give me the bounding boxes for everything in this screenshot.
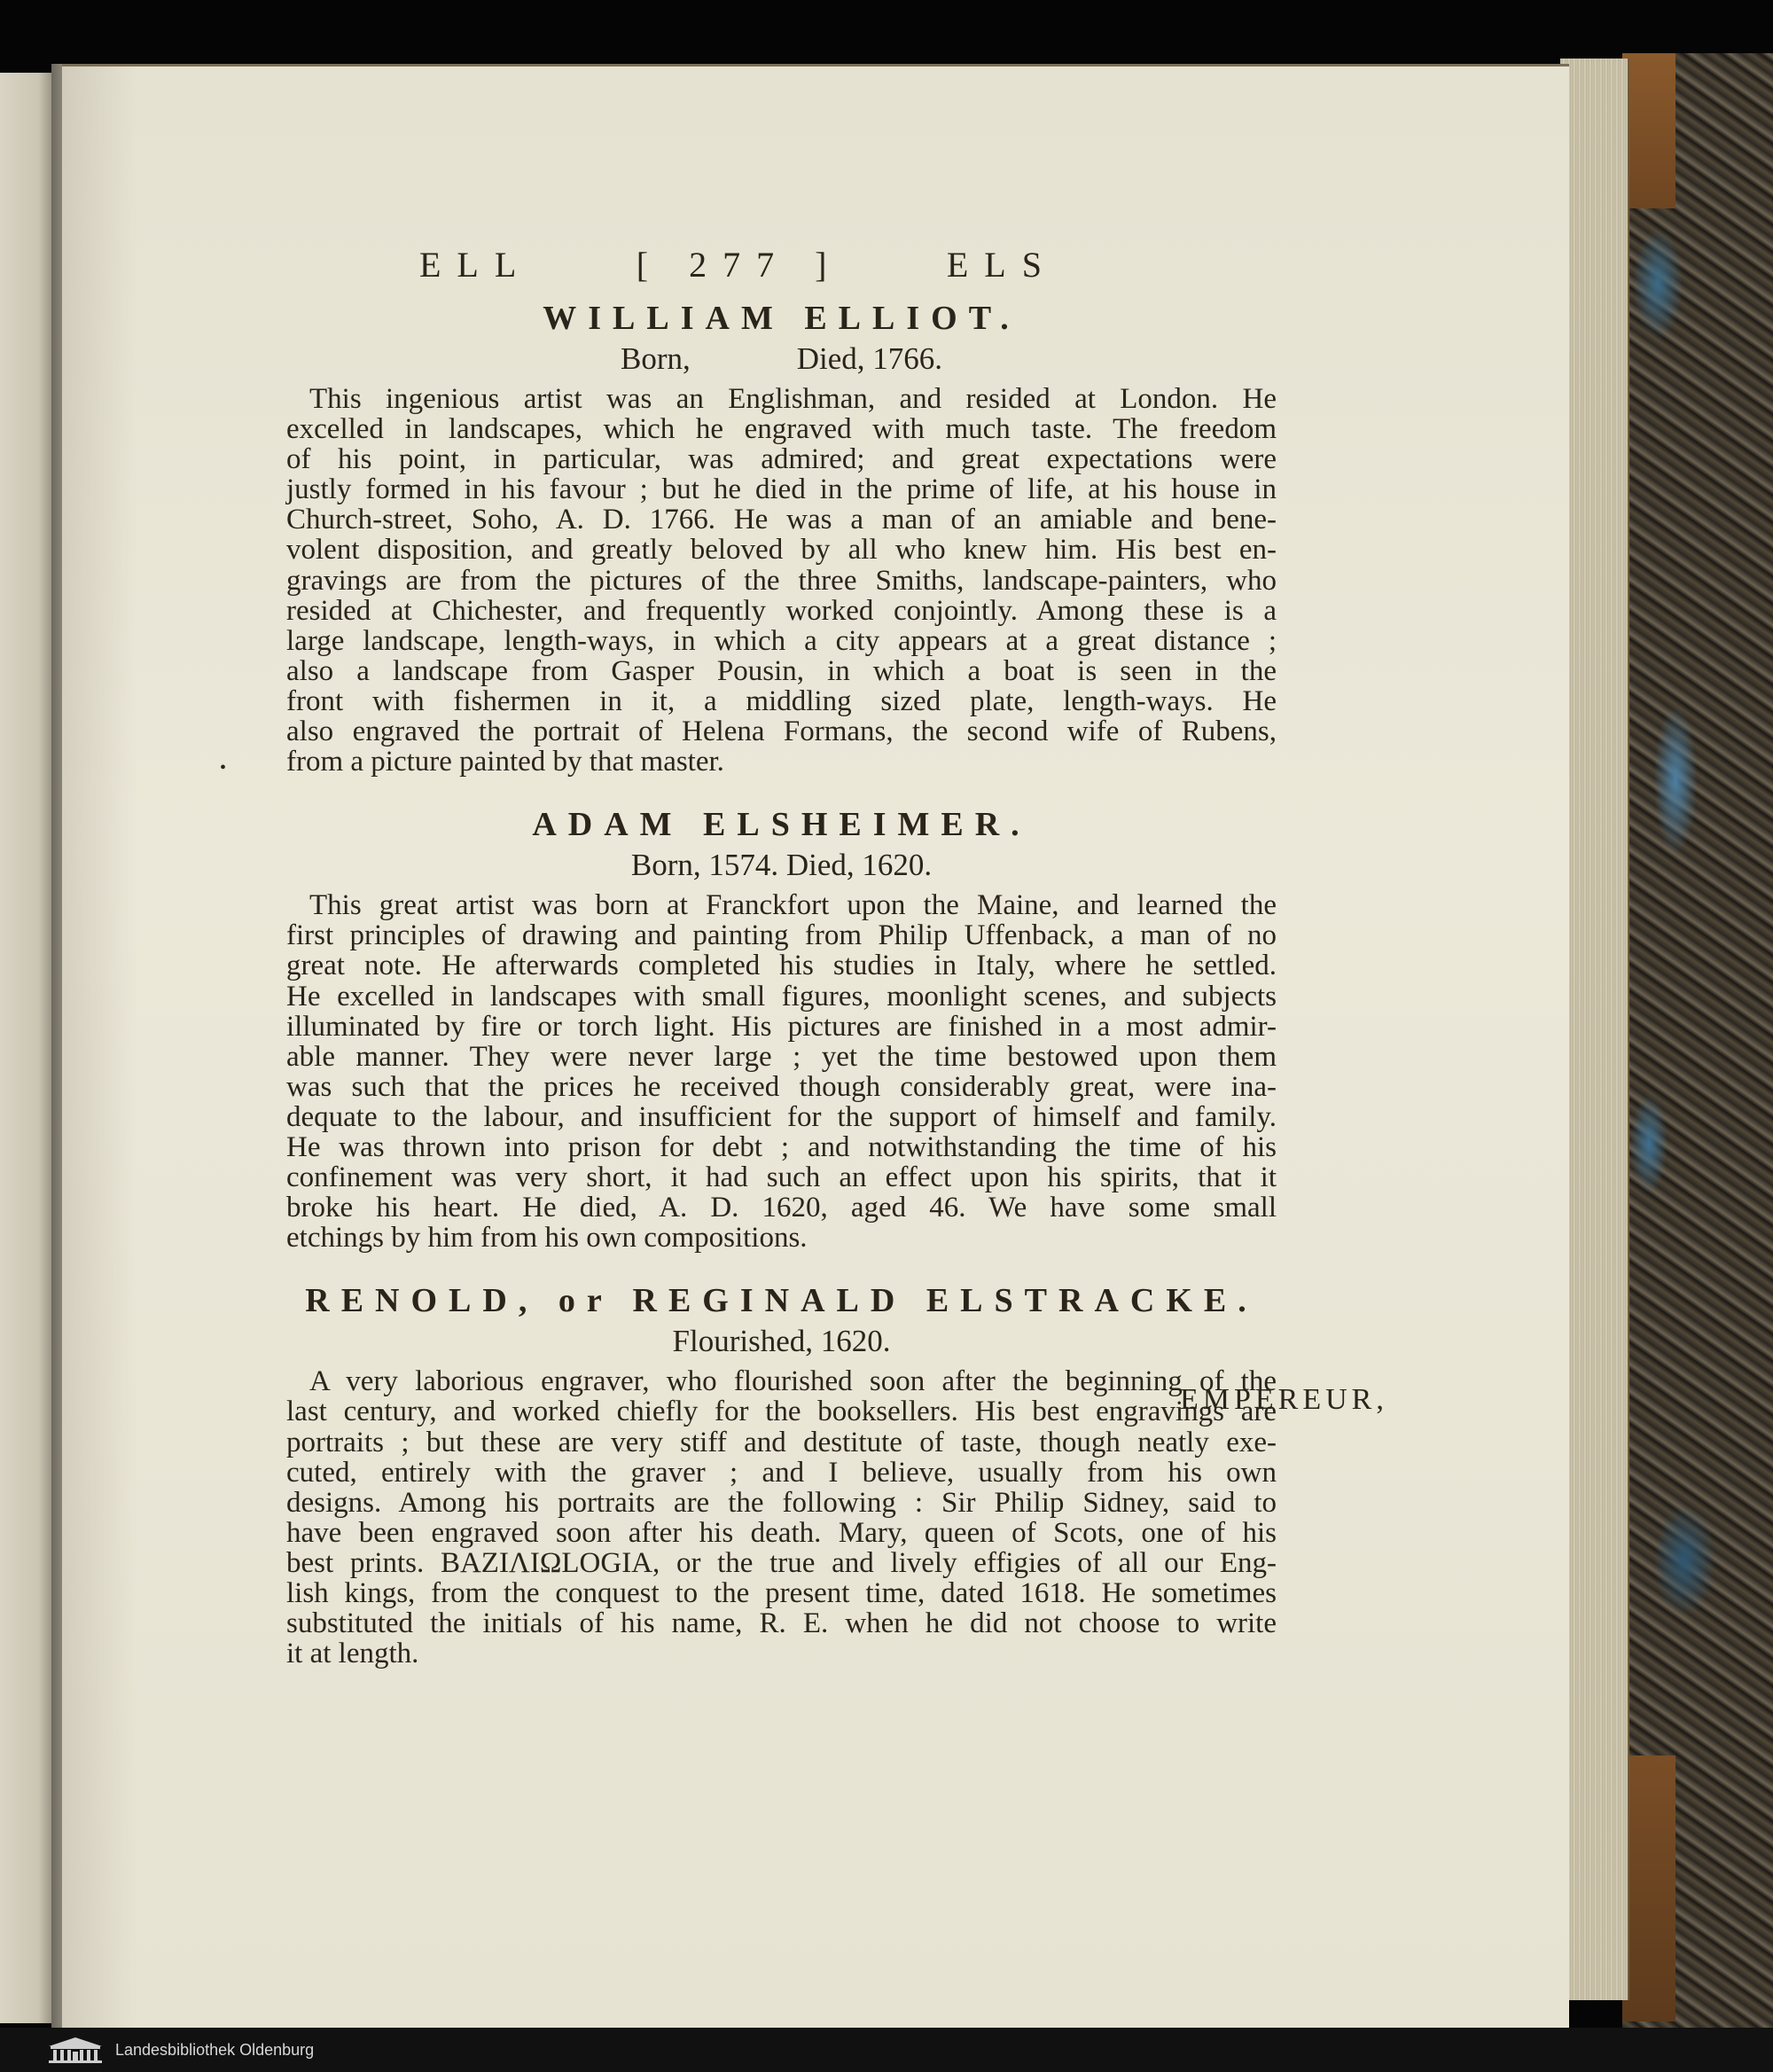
- text-line: first principles of drawing and painting from Philip Uffenback, a man of no: [286, 919, 1277, 952]
- footer-bar: [0, 2028, 1773, 2072]
- leather-corner-top: [1622, 53, 1675, 208]
- entry-elsheimer: [286, 803, 1277, 1253]
- marbled-board: [1622, 53, 1773, 2028]
- entry-elstracke: [286, 1279, 1277, 1669]
- entry-dates: [286, 340, 1277, 379]
- entry-elliot: [286, 297, 1277, 777]
- text-line: volent disposition, and greatly beloved by all who knew him. His best en-: [286, 534, 1277, 567]
- entry-title: WILLIAM ELLIOT.: [543, 300, 1020, 337]
- entry-title: ADAM ELSHEIMER.: [532, 806, 1031, 844]
- text-line: He was thrown into prison for debt ; and notwithstanding the time of his: [286, 1130, 1277, 1163]
- text-line: great note. He afterwards completed his studies in Italy, where he settled.: [286, 950, 1277, 982]
- text-line: lish kings, from the conquest to the present time, dated 1618. He sometimes: [286, 1577, 1277, 1609]
- entry-body: [286, 890, 1277, 1253]
- catchword: EMPEREUR,: [1180, 1383, 1388, 1416]
- running-head-left: ELL: [419, 245, 533, 285]
- text-line: He excelled in landscapes with small figures, moonlight scenes, and subjects: [286, 980, 1277, 1013]
- page-number: [ 277 ]: [636, 245, 843, 285]
- text-line: large landscape, length-ways, in which a city appears at a great distance ;: [286, 624, 1277, 657]
- library-building-icon[interactable]: [44, 2035, 106, 2065]
- text-line: also engraved the portrait of Helena Formans, the second wife of Rubens,: [286, 715, 1277, 748]
- left-page-edge: [0, 73, 55, 2023]
- text-line: Church-street, Soho, A. D. 1766. He was a man of an amiable and bene-: [286, 504, 1277, 536]
- page-edges: [1560, 59, 1629, 2000]
- text-line: also a landscape from Gasper Pousin, in which a boat is seen in the: [286, 654, 1277, 687]
- book-page: [62, 64, 1569, 2028]
- text-line: dequate to the labour, and insufficient for the support of himself and family.: [286, 1100, 1277, 1133]
- running-head: [419, 244, 1058, 297]
- leather-corner-bottom: [1622, 1755, 1675, 2021]
- text-line: gravings are from the pictures of the three Smiths, landscape-painters, who: [286, 564, 1277, 597]
- text-line: justly formed in his favour ; but he died in the prime of life, at his house in: [286, 473, 1277, 506]
- text-line: able manner. They were never large ; yet the time bestowed upon them: [286, 1040, 1277, 1073]
- text-line: portraits ; but these are very stiff and destitute of taste, though neatly exe-: [286, 1426, 1277, 1458]
- running-head-right: ELS: [946, 245, 1058, 285]
- text-line: best prints. ΒΑΖΙΛΙΩLOGIA, or the true and lively effigies of all our Eng-: [286, 1546, 1277, 1579]
- entry-dates: Flourished, 1620.: [672, 1324, 891, 1359]
- margin-mark: •: [220, 758, 227, 778]
- text-line: substituted the initials of his name, R. E. when he did not choose to write: [286, 1607, 1277, 1640]
- text-line: cuted, entirely with the graver ; and I believe, usually from his own: [286, 1456, 1277, 1489]
- text-line: A very laborious engraver, who flourished soon after the beginning of the: [309, 1365, 1277, 1398]
- entry-title: RENOLD, or REGINALD ELSTRACKE.: [305, 1282, 1258, 1320]
- entry-body: [286, 1366, 1277, 1669]
- text-line: have been engraved soon after his death. Mary, queen of Scots, one of his: [286, 1516, 1277, 1549]
- text-line: This great artist was born at Franckfort upon the Maine, and learned the: [309, 889, 1277, 922]
- text-block: [286, 244, 1388, 1670]
- text-line: broke his heart. He died, A. D. 1620, aged 46. We have some small: [286, 1192, 1277, 1224]
- text-line: was such that the prices he received though considerably great, were ina-: [286, 1070, 1277, 1103]
- text-line: etchings by him from his own compositions.: [286, 1222, 808, 1255]
- text-line: designs. Among his portraits are the following : Sir Philip Sidney, said to: [286, 1486, 1277, 1519]
- text-line: of his point, in particular, was admired; and great expectations were: [286, 443, 1277, 476]
- text-line: illuminated by fire or torch light. His pictures are finished in a most admir-: [286, 1010, 1277, 1043]
- text-line: front with fishermen in it, a middling sized plate, length-ways. He: [286, 684, 1277, 717]
- text-line: excelled in landscapes, which he engraved with much taste. The freedom: [286, 413, 1277, 446]
- entry-body: [286, 384, 1277, 777]
- entry-dates: Born, 1574. Died, 1620.: [630, 848, 933, 883]
- text-line: it at length.: [286, 1638, 419, 1670]
- text-line: confinement was very short, it had such an effect upon his spirits, that it: [286, 1161, 1277, 1194]
- born-label: Born,: [620, 341, 691, 376]
- died-label: Died, 1766.: [796, 341, 943, 376]
- text-line: This ingenious artist was an Englishman, and resided at London. He: [309, 383, 1277, 415]
- text-line: from a picture painted by that master.: [286, 746, 724, 778]
- text-line: last century, and worked chiefly for the booksellers. His best engravings are: [286, 1396, 1277, 1428]
- library-name[interactable]: Landesbibliothek Oldenburg: [115, 2040, 315, 2059]
- text-line: resided at Chichester, and frequently worked conjointly. Among these is a: [286, 594, 1277, 627]
